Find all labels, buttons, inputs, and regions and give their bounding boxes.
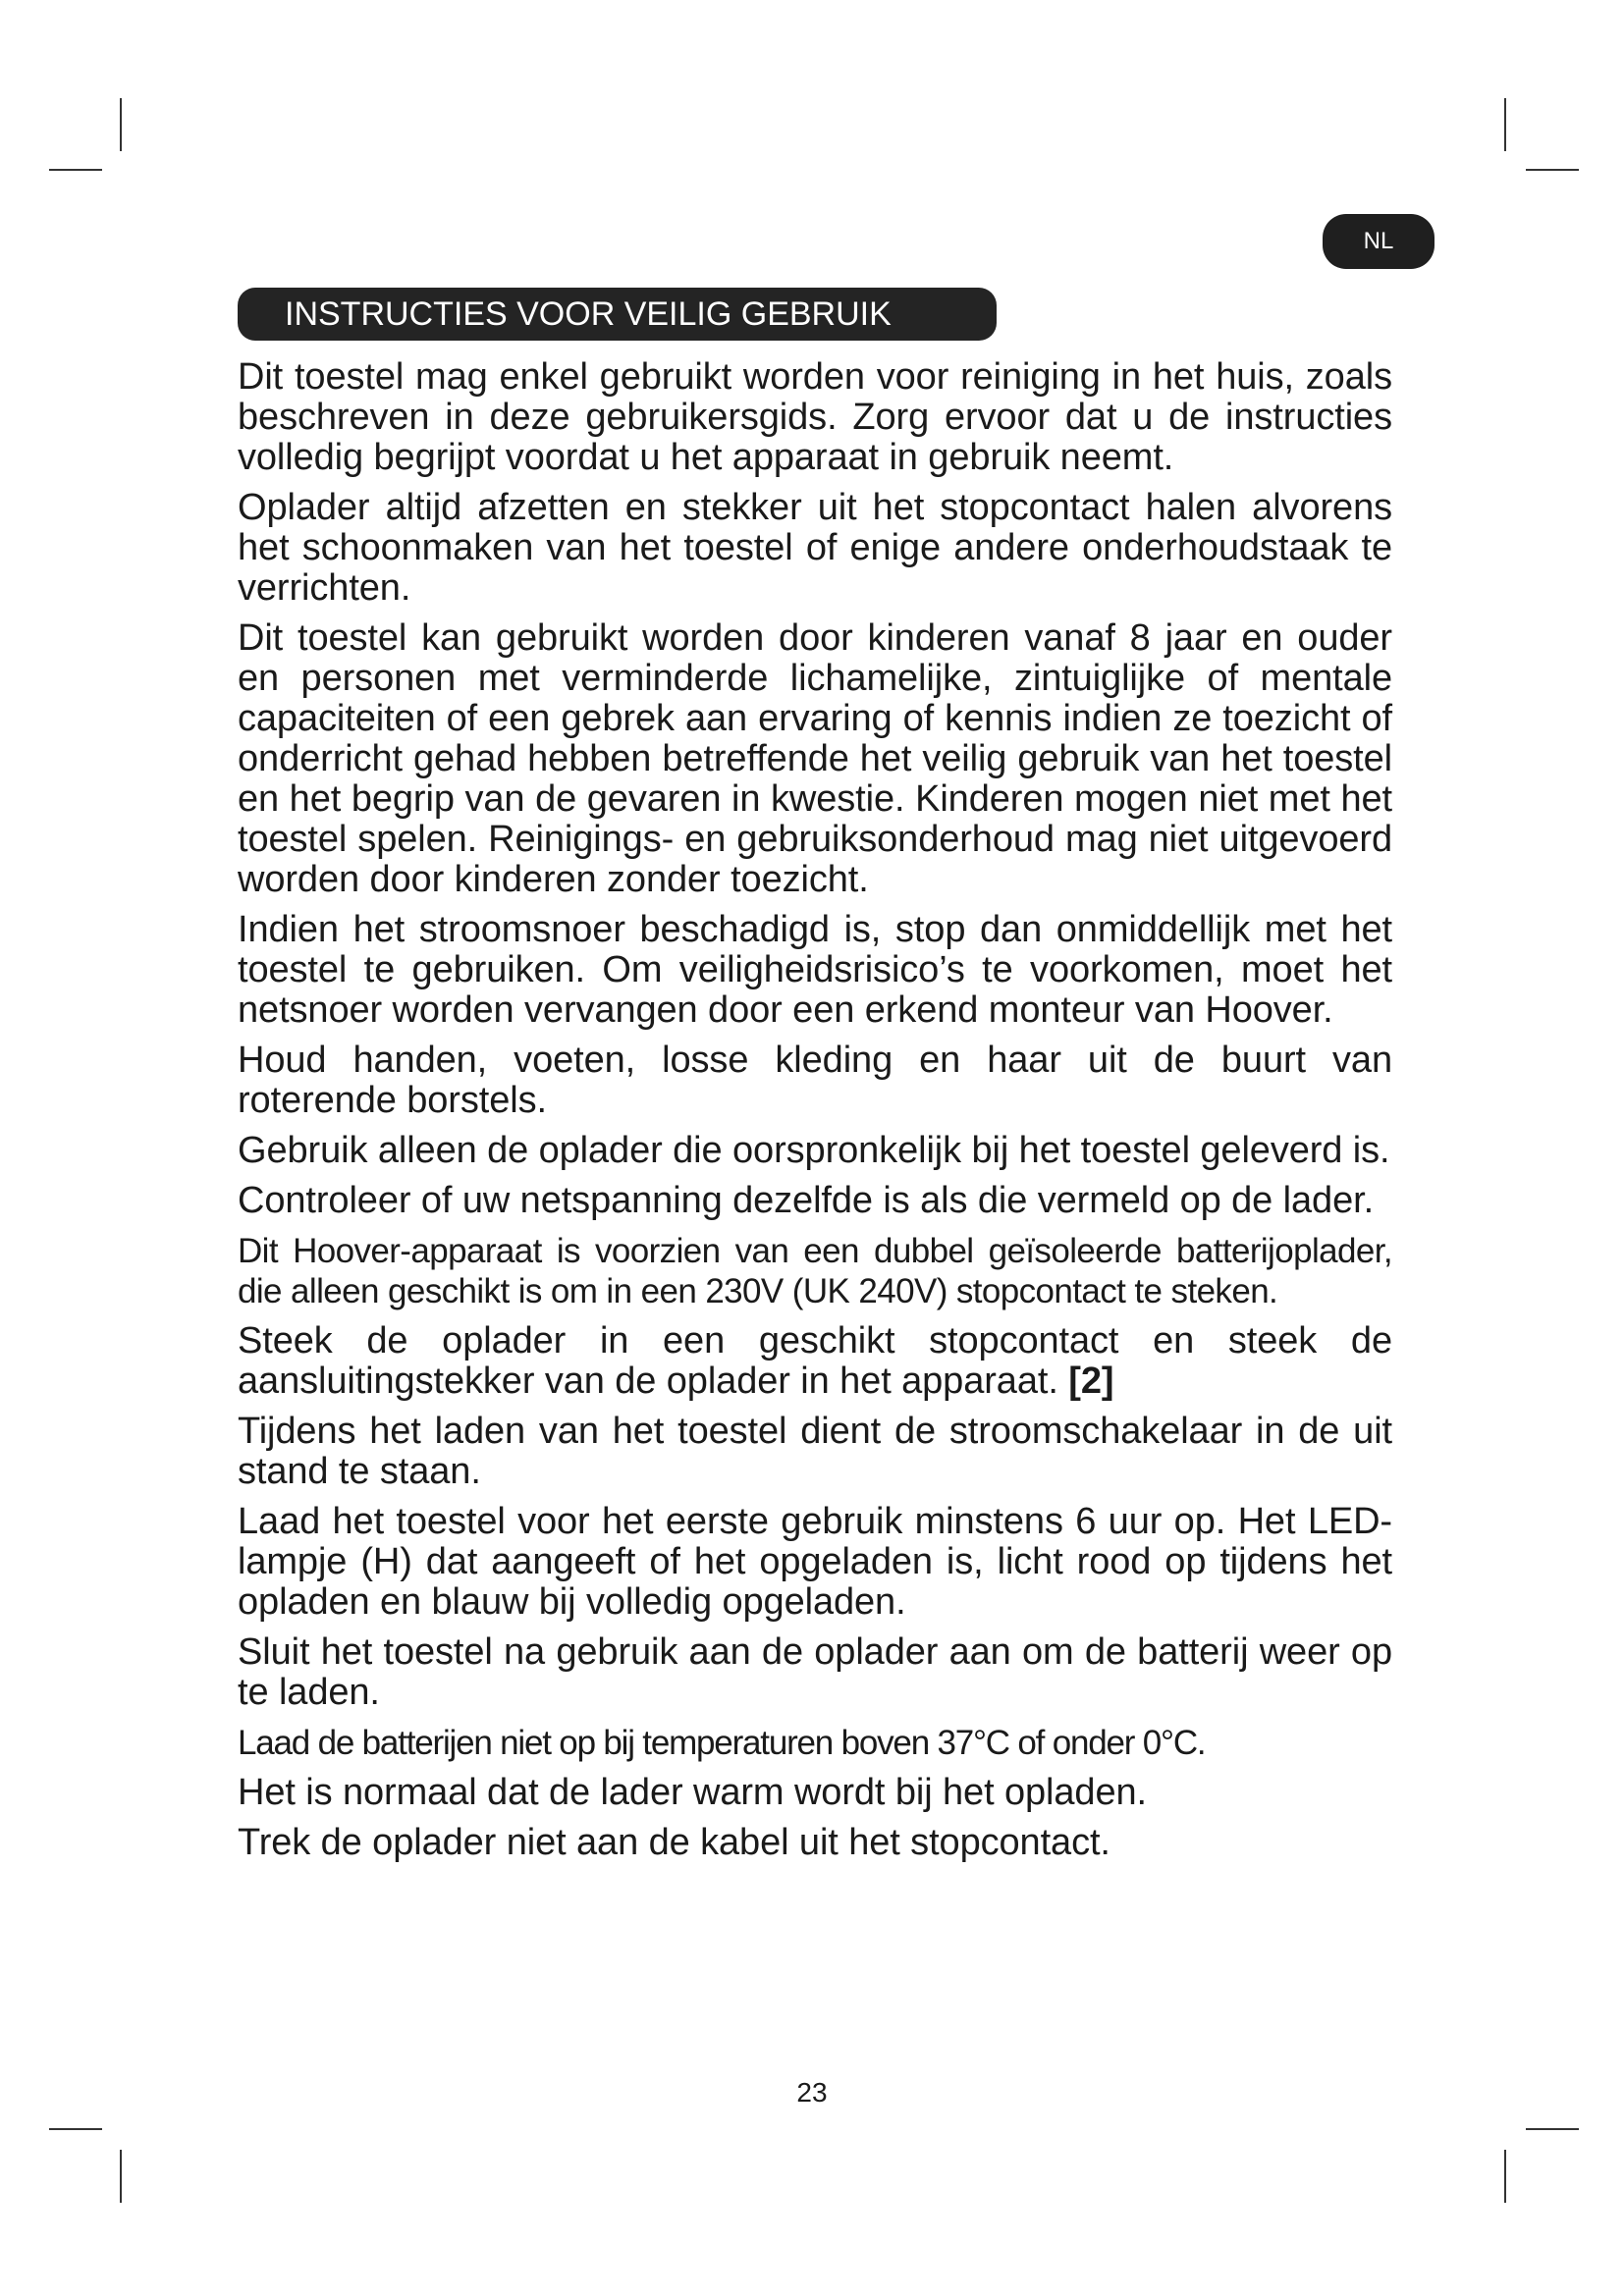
figure-reference: [2] (1068, 1361, 1114, 1402)
paragraph-children-and-persons: Dit toestel kan gebruikt worden door kinderen vanaf 8 jaar en ouder en personen met verminderde lichamelijke, zintuiglijke of mentale capaciteiten of een gebrek aan ervaring of kennis indien ze toezicht of onderricht gehad hebben betreffende het veilig gebruik van het toestel en het begrip van de gevaren in kwestie. Kinderen mogen niet met het toestel spelen. Reinigings- en gebruiksonderhoud mag niet uitgevoerd worden door kinderen zonder toezicht. (238, 617, 1392, 900)
crop-mark-top-right-horizontal (1526, 169, 1579, 171)
paragraph-original-charger: Gebruik alleen de oplader die oorspronkelijk bij het toestel geleverd is. (238, 1130, 1390, 1171)
section-title: INSTRUCTIES VOOR VEILIG GEBRUIK (238, 288, 997, 341)
paragraph-first-charge: Laad het toestel voor het eerste gebruik minstens 6 uur op. Het LED-lampje (H) dat aangeeft of het opgeladen is, licht rood op tijdens het opladen en blauw bij volledig opgeladen. (238, 1501, 1392, 1623)
paragraph-do-not-pull-cable: Trek de oplader niet aan de kabel uit het stopcontact. (238, 1822, 1110, 1863)
paragraph-intended-use: Dit toestel mag enkel gebruikt worden voor reiniging in het huis, zoals beschreven in deze gebruikersgids. Zorg ervoor dat u de instructies volledig begrijpt voordat u het apparaat in gebruik neemt. (238, 356, 1392, 478)
paragraph-recharge-after-use: Sluit het toestel na gebruik aan de oplader aan om de batterij weer op te laden. (238, 1631, 1392, 1713)
crop-mark-bottom-left-horizontal (49, 2128, 102, 2130)
paragraph-plug-in-charger-text: Steek de oplader in een geschikt stopcontact en steek de aansluitingstekker van de oplader in het apparaat. (238, 1320, 1392, 1402)
crop-mark-top-right-vertical (1504, 98, 1506, 151)
paragraph-double-insulated-charger: Dit Hoover-apparaat is voorzien van een dubbel geïsoleerde batterijoplader, die alleen geschikt is om in een 230V (UK 240V) stopcontact te steken. (238, 1232, 1392, 1310)
page-number: 23 (796, 2077, 828, 2108)
language-badge: NL (1323, 214, 1435, 269)
paragraph-charger-warm: Het is normaal dat de lader warm wordt bij het opladen. (238, 1772, 1147, 1813)
instructions-body (238, 357, 1392, 1873)
crop-mark-top-left-vertical (120, 98, 122, 151)
paragraph-check-voltage: Controleer of uw netspanning dezelfde is als die vermeld op de lader. (238, 1180, 1375, 1221)
paragraph-damaged-cord: Indien het stroomsnoer beschadigd is, stop dan onmiddellijk met het toestel te gebruiken. Om veiligheidsrisico’s te voorkomen, moet het netsnoer worden vervangen door een erkend monteur van Hoover. (238, 909, 1392, 1031)
paragraph-unplug-before-cleaning: Oplader altijd afzetten en stekker uit het stopcontact halen alvorens het schoonmaken van het toestel of enige andere onderhoudstaak te verrichten. (238, 487, 1392, 609)
crop-mark-bottom-right-horizontal (1526, 2128, 1579, 2130)
paragraph-plug-in-charger (238, 1321, 1392, 1402)
crop-mark-top-left-horizontal (49, 169, 102, 171)
crop-mark-bottom-left-vertical (120, 2150, 122, 2203)
paragraph-charge-temperature: Laad de batterijen niet op bij temperaturen boven 37°C of onder 0°C. (238, 1724, 1206, 1762)
paragraph-power-switch-off: Tijdens het laden van het toestel dient de stroomschakelaar in de uit stand te staan. (238, 1411, 1392, 1492)
crop-mark-bottom-right-vertical (1504, 2150, 1506, 2203)
paragraph-rotating-brushes: Houd handen, voeten, losse kleding en haar uit de buurt van roterende borstels. (238, 1040, 1392, 1121)
